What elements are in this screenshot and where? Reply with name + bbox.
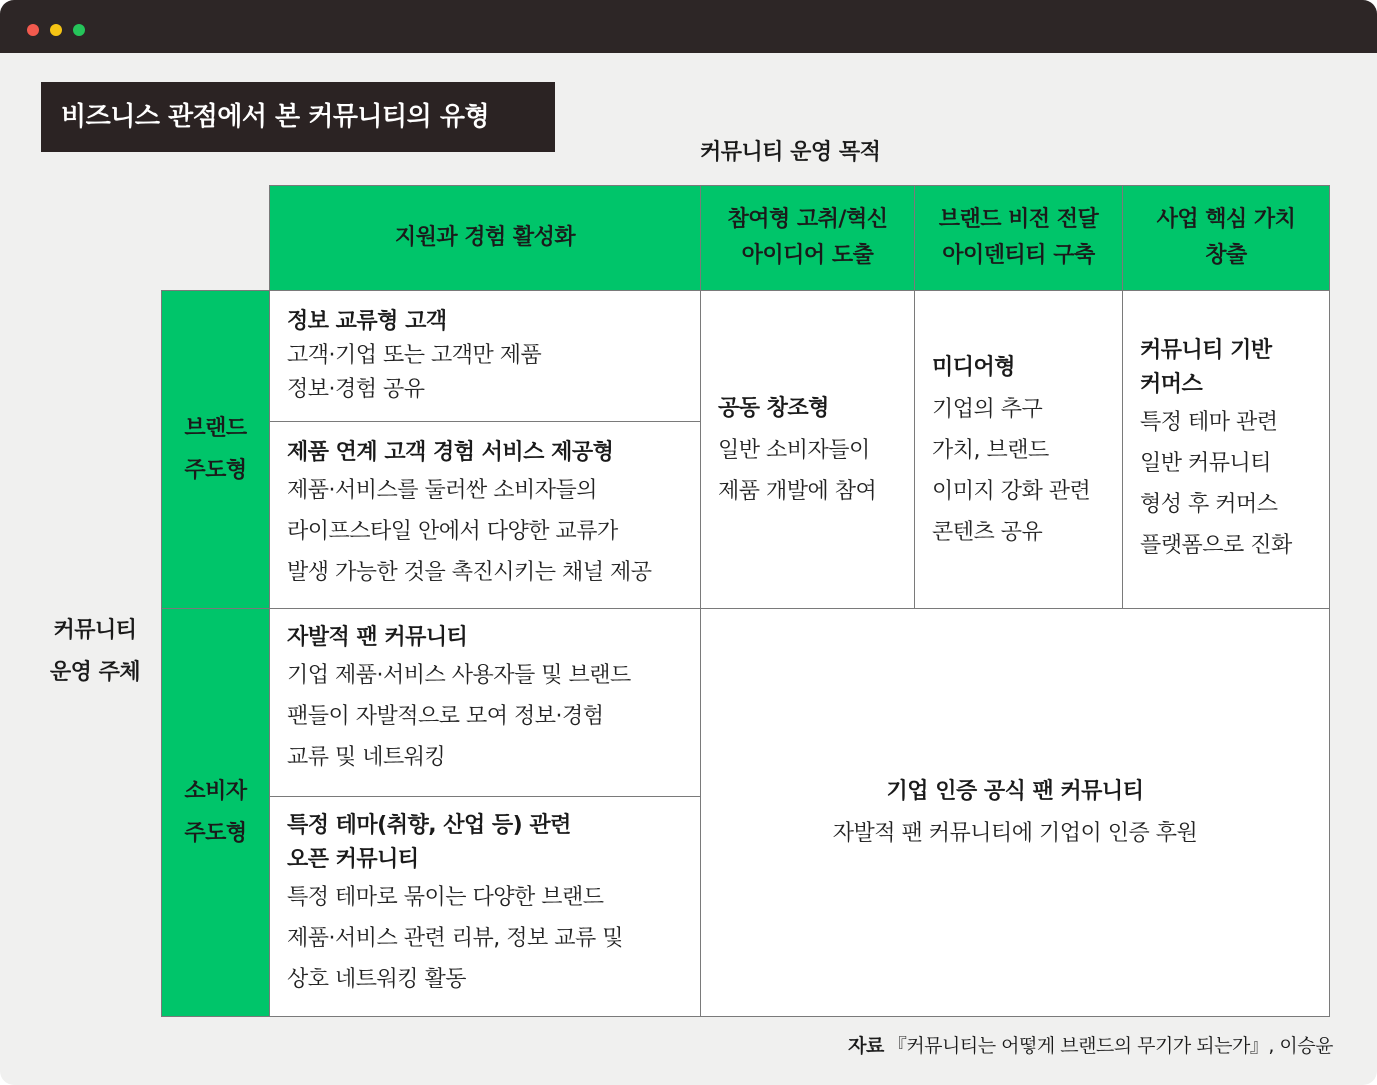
cell-co-creation (700, 290, 915, 609)
cell-official-fan-community (700, 608, 1330, 1017)
row-header-consumer-led (161, 608, 270, 1017)
cell-title: 자발적 팬 커뮤니티 (287, 625, 468, 650)
cell-title: 커뮤니티 기반 커머스 (1140, 337, 1272, 397)
row-header-brand-led (161, 290, 270, 609)
cell-description: 기업의 추구 가치, 브랜드 이미지 강화 관련 콘텐츠 공유 (932, 396, 1091, 545)
cell-info-exchange (269, 290, 701, 422)
source-label: 자료 (848, 1035, 884, 1057)
cell-description: 기업 제품·서비스 사용자들 및 브랜드 팬들이 자발적으로 모여 정보·경험 교류 및 네트워킹 (287, 663, 631, 770)
row-header-label: 브랜드 주도형 (184, 415, 247, 483)
axis-left-label: 커뮤니티 운영 주체 (49, 618, 141, 685)
cell-open-community (269, 796, 701, 1017)
cell-description: 특정 테마 관련 일반 커뮤니티 형성 후 커머스 플랫폼으로 진화 (1140, 409, 1292, 558)
source-citation (848, 1031, 1333, 1061)
cell-description: 특정 테마로 묶이는 다양한 브랜드 제품·서비스 관련 리뷰, 정보 교류 및 상호 네트워킹 활동 (287, 885, 623, 992)
cell-title: 특정 테마(취향, 산업 등) 관련 오픈 커뮤니티 (287, 813, 571, 872)
cell-title: 제품 연계 고객 경험 서비스 제공형 (287, 440, 614, 465)
cell-description: 제품·서비스를 둘러싼 소비자들의 라이프스타일 안에서 다양한 교류가 발생 가능한 것을 촉진시키는 채널 제공 (287, 478, 652, 585)
cell-commerce (1122, 290, 1330, 609)
page-title: 비즈니스 관점에서 본 커뮤니티의 유형 (41, 82, 555, 152)
cell-title: 기업 인증 공식 팬 커뮤니티 (886, 778, 1144, 804)
row-header-label: 소비자 주도형 (184, 778, 247, 846)
column-header-support (269, 185, 701, 291)
column-header-label: 지원과 경험 활성화 (394, 225, 576, 250)
source-text: 『커뮤니티는 어떻게 브랜드의 무기가 되는가』, 이승윤 (887, 1035, 1333, 1057)
column-header-label: 브랜드 비전 전달 아이덴티티 구축 (938, 207, 1099, 268)
cell-title: 공동 창조형 (718, 395, 829, 421)
cell-description: 고객·기업 또는 고객만 제품 정보·경험 공유 (287, 343, 542, 402)
axis-top-label: 커뮤니티 운영 목적 (700, 140, 881, 165)
cell-title: 미디어형 (932, 354, 1016, 380)
close-window-button[interactable] (27, 24, 39, 36)
column-header-brand-vision (914, 185, 1123, 291)
cell-description: 일반 소비자들이 제품 개발에 참여 (718, 437, 877, 504)
maximize-window-button[interactable] (73, 24, 85, 36)
column-header-label: 참여형 고취/혁신 아이디어 도출 (727, 207, 888, 268)
column-header-core-value (1122, 185, 1330, 291)
cell-product-service (269, 421, 701, 609)
cell-fan-community (269, 608, 701, 797)
column-header-label: 사업 핵심 가치 창출 (1156, 207, 1296, 268)
title-bar (0, 0, 1377, 53)
cell-title: 정보 교류형 고객 (287, 309, 447, 334)
minimize-window-button[interactable] (50, 24, 62, 36)
cell-description: 자발적 팬 커뮤니티에 기업이 인증 후원 (832, 820, 1198, 846)
column-header-participation (700, 185, 915, 291)
cell-media (914, 290, 1123, 609)
